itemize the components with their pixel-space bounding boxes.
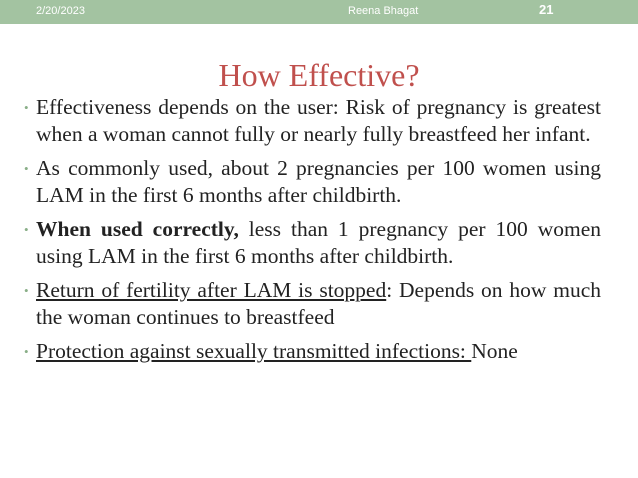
bullet-text: less than 1 pregnancy per 100 women using LAM in the first 6 months after childbirth. — [36, 217, 601, 268]
bullet-dot-icon: • — [24, 161, 29, 176]
bullet-item-fertility-return — [24, 277, 601, 331]
bullet-underlined-lead: Return of fertility after LAM is stopped — [36, 278, 387, 302]
slide-number: 21 — [539, 2, 554, 17]
slide-date: 2/20/2023 — [36, 5, 85, 17]
bullet-text: : Depends on how much the woman continues to breastfeed — [36, 278, 601, 329]
slide-author: Reena Bhagat — [348, 5, 419, 17]
bullet-dot-icon: • — [24, 222, 29, 237]
bullet-dot-icon: • — [24, 283, 29, 298]
slide-title: How Effective? — [218, 57, 420, 93]
bullet-list — [24, 94, 601, 372]
bullet-item-common-use — [24, 155, 601, 209]
bullet-text: Effectiveness depends on the user: Risk of pregnancy is greatest when a woman cannot fully or nearly fully breastfeed her infant. — [36, 95, 601, 146]
bullet-item-effectiveness — [24, 94, 601, 148]
bullet-text: As commonly used, about 2 pregnancies per 100 women using LAM in the first 6 months after childbirth. — [36, 156, 601, 207]
bullet-item-sti-protection — [24, 338, 601, 365]
bullet-dot-icon: • — [24, 344, 29, 359]
bullet-item-correct-use — [24, 216, 601, 270]
bullet-dot-icon: • — [24, 100, 29, 115]
header-bar — [0, 0, 638, 24]
bullet-bold-lead: When used correctly, — [36, 217, 239, 241]
bullet-text: None — [471, 339, 518, 363]
bullet-underlined-lead: Protection against sexually transmitted infections: — [36, 339, 472, 363]
